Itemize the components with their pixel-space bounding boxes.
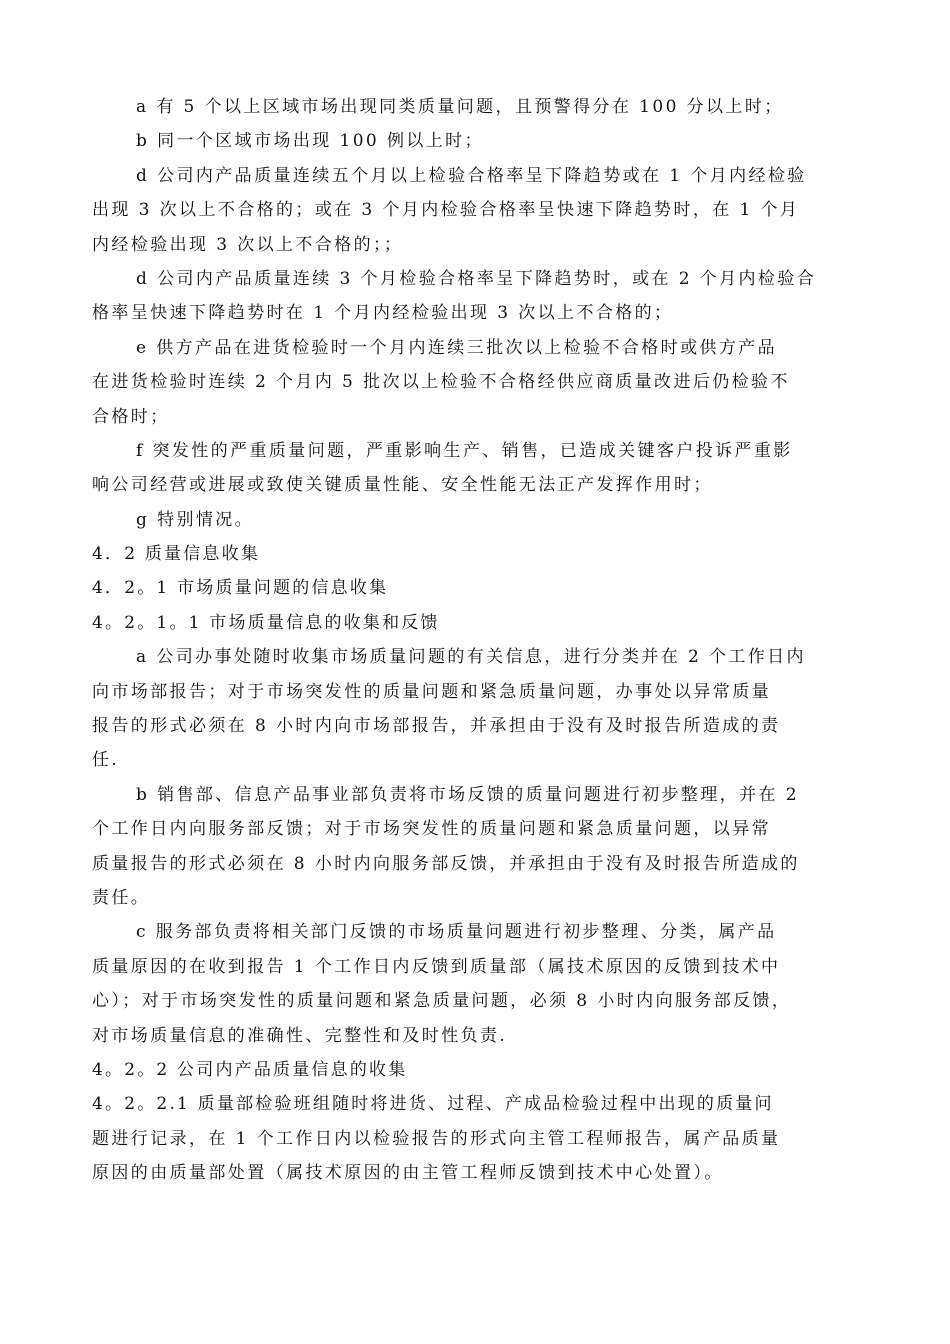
paragraph-line: g 特别情况。 [136,509,255,530]
paragraph-line: d 公司内产品质量连续 3 个月检验合格率呈下降趋势时，或在 2 个月内检验合 [136,268,817,289]
paragraph-line: 个工作日内向服务部反馈；对于市场突发性的质量问题和紧急质量问题，以异常 [92,819,771,840]
paragraph-line: 原因的由质量部处置（属技术原因的由主管工程师反馈到技术中心处置）。 [92,1163,724,1184]
paragraph-line: 合格时； [92,406,170,427]
paragraph-line: b 销售部、信息产品事业部负责将市场反馈的质量问题进行初步整理，并在 2 [136,784,799,805]
paragraph-line: f 突发性的严重质量问题，严重影响生产、销售，已造成关键客户投诉严重影 [136,440,793,461]
paragraph-line: 响公司经营或进展或致使关键质量性能、安全性能无法正产发挥作用时； [92,475,713,496]
paragraph-line: d 公司内产品质量连续五个月以上检验合格率呈下降趋势或在 1 个月内经检验 [136,165,807,186]
paragraph-line: 质量原因的在收到报告 1 个工作日内反馈到质量部（属技术原因的反馈到技术中 [92,956,781,977]
document-page [92,90,862,1191]
section-heading: 4。2。2 公司内产品质量信息的收集 [92,1059,408,1080]
paragraph-line: 题进行记录，在 1 个工作日内以检验报告的形式向主管工程师报告，属产品质量 [92,1128,781,1149]
paragraph-line: 质量报告的形式必须在 8 小时内向服务部反馈，并承担由于没有及时报告所造成的 [92,853,800,874]
paragraph-line: a 有 5 个以上区域市场出现同类质量问题，且预警得分在 100 分以上时； [136,97,784,117]
paragraph-line: 对市场质量信息的准确性、完整性和及时性负责. [92,1025,508,1046]
section-heading: 4。2。1。1 市场质量信息的收集和反馈 [92,612,440,633]
paragraph-line: 任. [92,750,120,771]
section-heading: 4．2。1 市场质量问题的信息收集 [92,578,389,599]
paragraph-line: b 同一个区域市场出现 100 例以上时； [136,131,484,152]
paragraph-line: 报告的形式必须在 8 小时内向市场部报告，并承担由于没有及时报告所造成的责 [92,716,781,737]
paragraph-line: 格率呈快速下降趋势时在 1 个月内经检验出现 3 次以上不合格的； [92,303,674,324]
paragraph-line: 向市场部报告；对于市场突发性的质量问题和紧急质量问题，办事处以异常质量 [92,681,771,702]
paragraph-line: 在进货检验时连续 2 个月内 5 批次以上检验不合格经供应商质量改进后仍检验不 [92,372,790,393]
paragraph-line: e 供方产品在进货检验时一个月内连续三批次以上检验不合格时或供方产品 [136,337,778,358]
section-heading: 4。2。2.1 质量部检验班组随时将进货、过程、产成品检验过程中出现的质量问 [92,1094,774,1115]
paragraph-line: a 公司办事处随时收集市场质量问题的有关信息，进行分类并在 2 个工作日内 [136,647,806,668]
section-heading: 4．2 质量信息收集 [92,544,261,565]
paragraph-line: c 服务部负责将相关部门反馈的市场质量问题进行初步整理、分类，属产品 [136,922,777,943]
paragraph-line: 责任。 [92,887,151,908]
paragraph-line: 内经检验出现 3 次以上不合格的；； [92,234,404,255]
paragraph-line: 心）；对于市场突发性的质量问题和紧急质量问题，必须 8 小时内向服务部反馈， [92,991,792,1012]
paragraph-line: 出现 3 次以上不合格的；或在 3 个月内检验合格率呈快速下降趋势时，在 1 个月 [92,200,800,221]
